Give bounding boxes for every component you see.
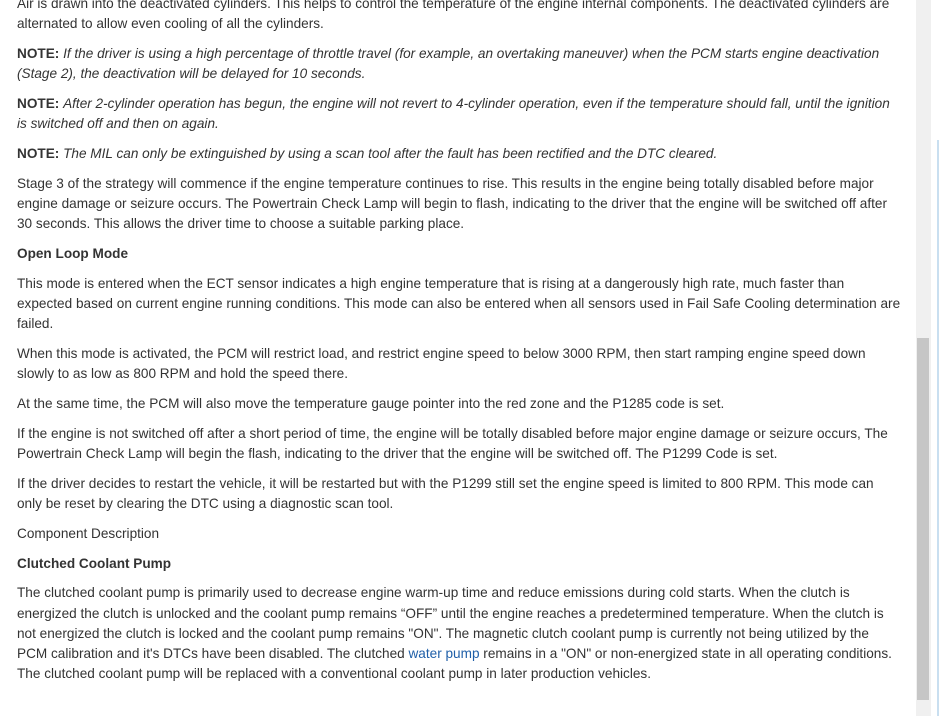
- paragraph-open-loop-activated: When this mode is activated, the PCM will restrict load, and restrict engine speed to below 3000 RPM, then start ramping engine speed down slowly to as low as 800 RPM and hold the speed there.: [17, 346, 866, 382]
- water-pump-link[interactable]: water pump: [408, 646, 480, 661]
- scrollbar-thumb[interactable]: [917, 338, 929, 700]
- heading-clutched-coolant-pump: Clutched Coolant Pump: [17, 555, 172, 571]
- paragraph-open-loop-entry: This mode is entered when the ECT sensor indicates a high engine temperature that is rising at a dangerously high rate, much faster than expected based on current engine running conditions. This mode can also be entered when all sensors used in Fail Safe Cooling determination are failed.: [17, 275, 901, 332]
- paragraph-text: remains in a "ON" or non-energized state in all operating conditions. The clutched coolant pump will be replaced with a conventional coolant pump in later production vehicles.: [17, 646, 892, 682]
- paragraph-air-drawn: Air is drawn into the deactivated cylinders. This helps to control the temperature of the engine internal components. The deactivated cylinders are alternated to allow even cooling of all the cylinders.: [17, 0, 890, 32]
- note-text: If the driver is using a high percentage of throttle travel (for example, an overtaking maneuver) when the PCM starts engine deactivation (Stage 2), the deactivation will be delayed for 10 seconds.: [17, 46, 880, 82]
- heading-open-loop-mode: Open Loop Mode: [17, 246, 129, 261]
- note-text: The MIL can only be extinguished by using a scan tool after the fault has been rectified and the DTC cleared.: [63, 146, 718, 161]
- paragraph-restart: If the driver decides to restart the vehicle, it will be restarted but with the P1299 still set the engine speed is limited to 800 RPM. This mode can only be reset by clearing the DTC using a diagnostic scan tool.: [17, 475, 874, 511]
- note-label: NOTE:: [17, 96, 60, 111]
- paragraph-stage-3: Stage 3 of the strategy will commence if the engine temperature continues to rise. This results in the engine being totally disabled before major engine damage or seizure occurs. The Powertrain Check Lamp will begin to flash, indicating to the driver that the engine will be switched off after 30 seconds. This allows the driver time to choose a suitable parking place.: [17, 175, 887, 232]
- paragraph-clutched-coolant-pump: [17, 583, 902, 684]
- paragraph-engine-disabled: If the engine is not switched off after a short period of time, the engine will be totally disabled before major engine damage or seizure occurs, The Powertrain Check Lamp will begin the flash, indicating to the driver that the engine will be switched off. The P1299 Code is set.: [17, 425, 888, 461]
- article-body: [17, 0, 902, 694]
- paragraph-gauge-pointer: At the same time, the PCM will also move the temperature gauge pointer into the red zone and the P1285 code is set.: [17, 396, 725, 411]
- note-text: After 2-cylinder operation has begun, the engine will not revert to 4-cylinder operation, even if the temperature should fall, until the ignition is switched off and then on again.: [17, 96, 890, 132]
- paragraph-text: The clutched coolant pump is primarily used to decrease engine warm-up time and reduce emissions during cold starts. When the clutch is energized the clutch is unlocked and the coolant pump remains “OFF” until the engine reaches a predetermined temperature. When the clutch is not energized the clutch is locked and the coolant pump remains "ON". The magnetic clutch coolant pump is currently not being utilized by the PCM calibration and it's DTCs have been disabled. The clutched: [17, 585, 884, 661]
- note-label: NOTE:: [17, 46, 60, 61]
- note-mil: [17, 144, 902, 164]
- note-two-cylinder: [17, 94, 902, 134]
- component-description-label: Component Description: [17, 525, 160, 541]
- note-label: NOTE:: [17, 146, 60, 161]
- note-throttle: [17, 44, 902, 84]
